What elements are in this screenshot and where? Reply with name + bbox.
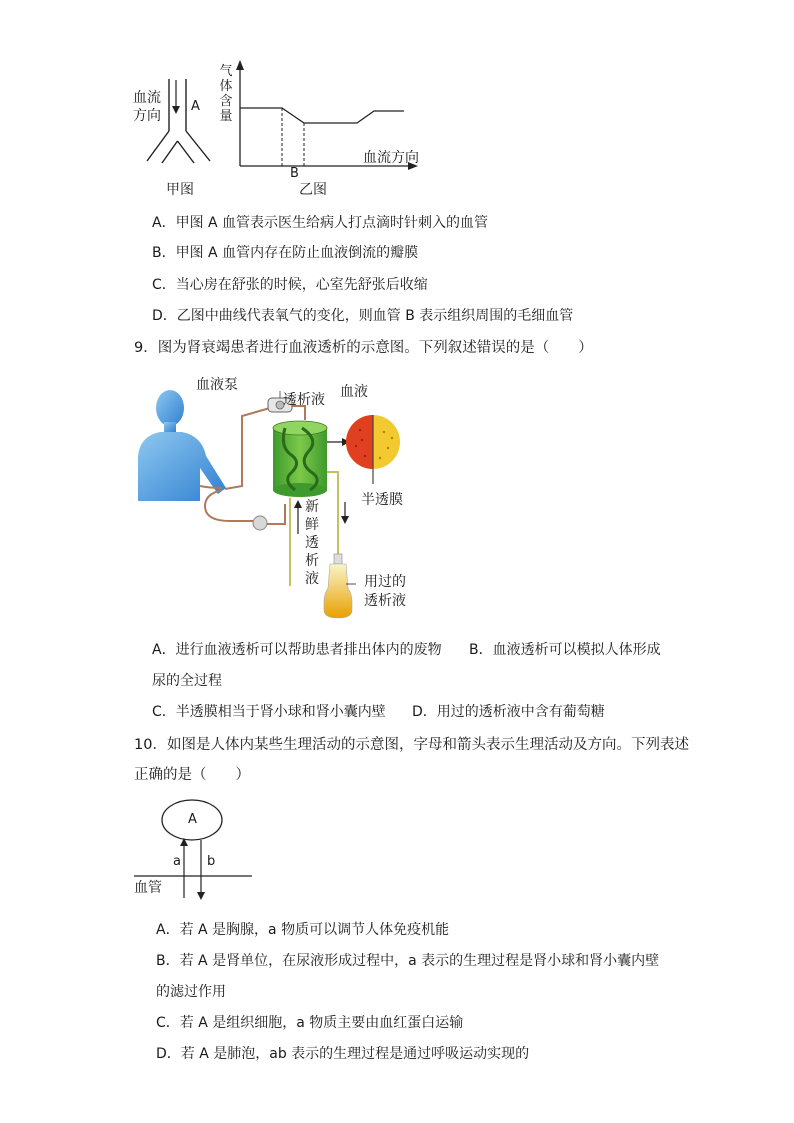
patient-silhouette (138, 390, 226, 501)
arrow-a-label: a (173, 854, 181, 869)
dialysate-label: 透析液 (283, 392, 325, 408)
q10-option-d: D．若 A 是肺泡，ab 表示的生理过程是通过呼吸运动实现的 (156, 1046, 530, 1062)
vessel-a-label: A (191, 99, 200, 114)
blood-flow-axis-label: 血流方向 (363, 150, 419, 166)
blood-pump-label: 血液泵 (196, 377, 238, 393)
semipermeable-membrane-label: 半透膜 (361, 492, 403, 508)
flow-down-arrow-icon (170, 80, 182, 116)
flow-direction-label-1: 血流 (133, 90, 161, 106)
q8-option-a: A．甲图 A 血管表示医生给病人打点滴时针刺入的血管 (152, 215, 489, 231)
blood-label: 血液 (340, 384, 368, 400)
q9-stem: 9．图为肾衰竭患者进行血液透析的示意图。下列叙述错误的是（ ） (134, 340, 593, 356)
q10-option-c: C．若 A 是组织细胞，a 物质主要由血红蛋白运输 (156, 1015, 464, 1031)
q10-option-b-line1: B．若 A 是肾单位，在尿液形成过程中，a 表示的生理过程是肾小球和肾小囊内壁 (156, 953, 660, 969)
fig-yi-caption: 乙图 (299, 182, 327, 198)
q9-option-b-line1: B．血液透析可以模拟人体形成 (469, 642, 661, 658)
node-a-label: A (188, 812, 197, 827)
gas-content-axis-label: 气 体 含 量 (219, 64, 233, 124)
q9-option-d: D．用过的透析液中含有葡萄糖 (412, 704, 605, 720)
fig-jia-caption: 甲图 (166, 182, 194, 198)
blood-vessel-label: 血管 (134, 880, 162, 896)
q9-option-a: A．进行血液透析可以帮助患者排出体内的废物 (152, 642, 442, 658)
fresh-dialysate-label: 新 鲜 透 析 液 (305, 499, 319, 587)
used-dialysate-label-2: 透析液 (364, 593, 406, 609)
q9-option-c: C．半透膜相当于肾小球和肾小囊内壁 (152, 704, 386, 720)
flow-direction-label-2: 方向 (133, 108, 161, 124)
q8-option-c: C．当心房在舒张的时候，心室先舒张后收缩 (152, 277, 428, 293)
q9-option-b-line2: 尿的全过程 (152, 673, 222, 689)
arrow-b-label: b (207, 854, 216, 869)
q10-option-a: A．若 A 是胸腺，a 物质可以调节人体免疫机能 (156, 922, 450, 938)
q10-stem-line2: 正确的是（ ） (134, 767, 250, 783)
q8-option-d: D．乙图中曲线代表氧气的变化，则血管 B 表示组织周围的毛细血管 (152, 308, 574, 324)
q10-option-b-line2: 的滤过作用 (156, 984, 226, 1000)
q8-option-b: B．甲图 A 血管内存在防止血液倒流的瓣膜 (152, 245, 419, 261)
used-dialysate-label-1: 用过的 (364, 574, 406, 590)
q10-stem-line1: 10．如图是人体内某些生理活动的示意图，字母和箭头表示生理活动及方向。下列表述 (134, 737, 689, 753)
segment-b-label: B (290, 166, 299, 181)
